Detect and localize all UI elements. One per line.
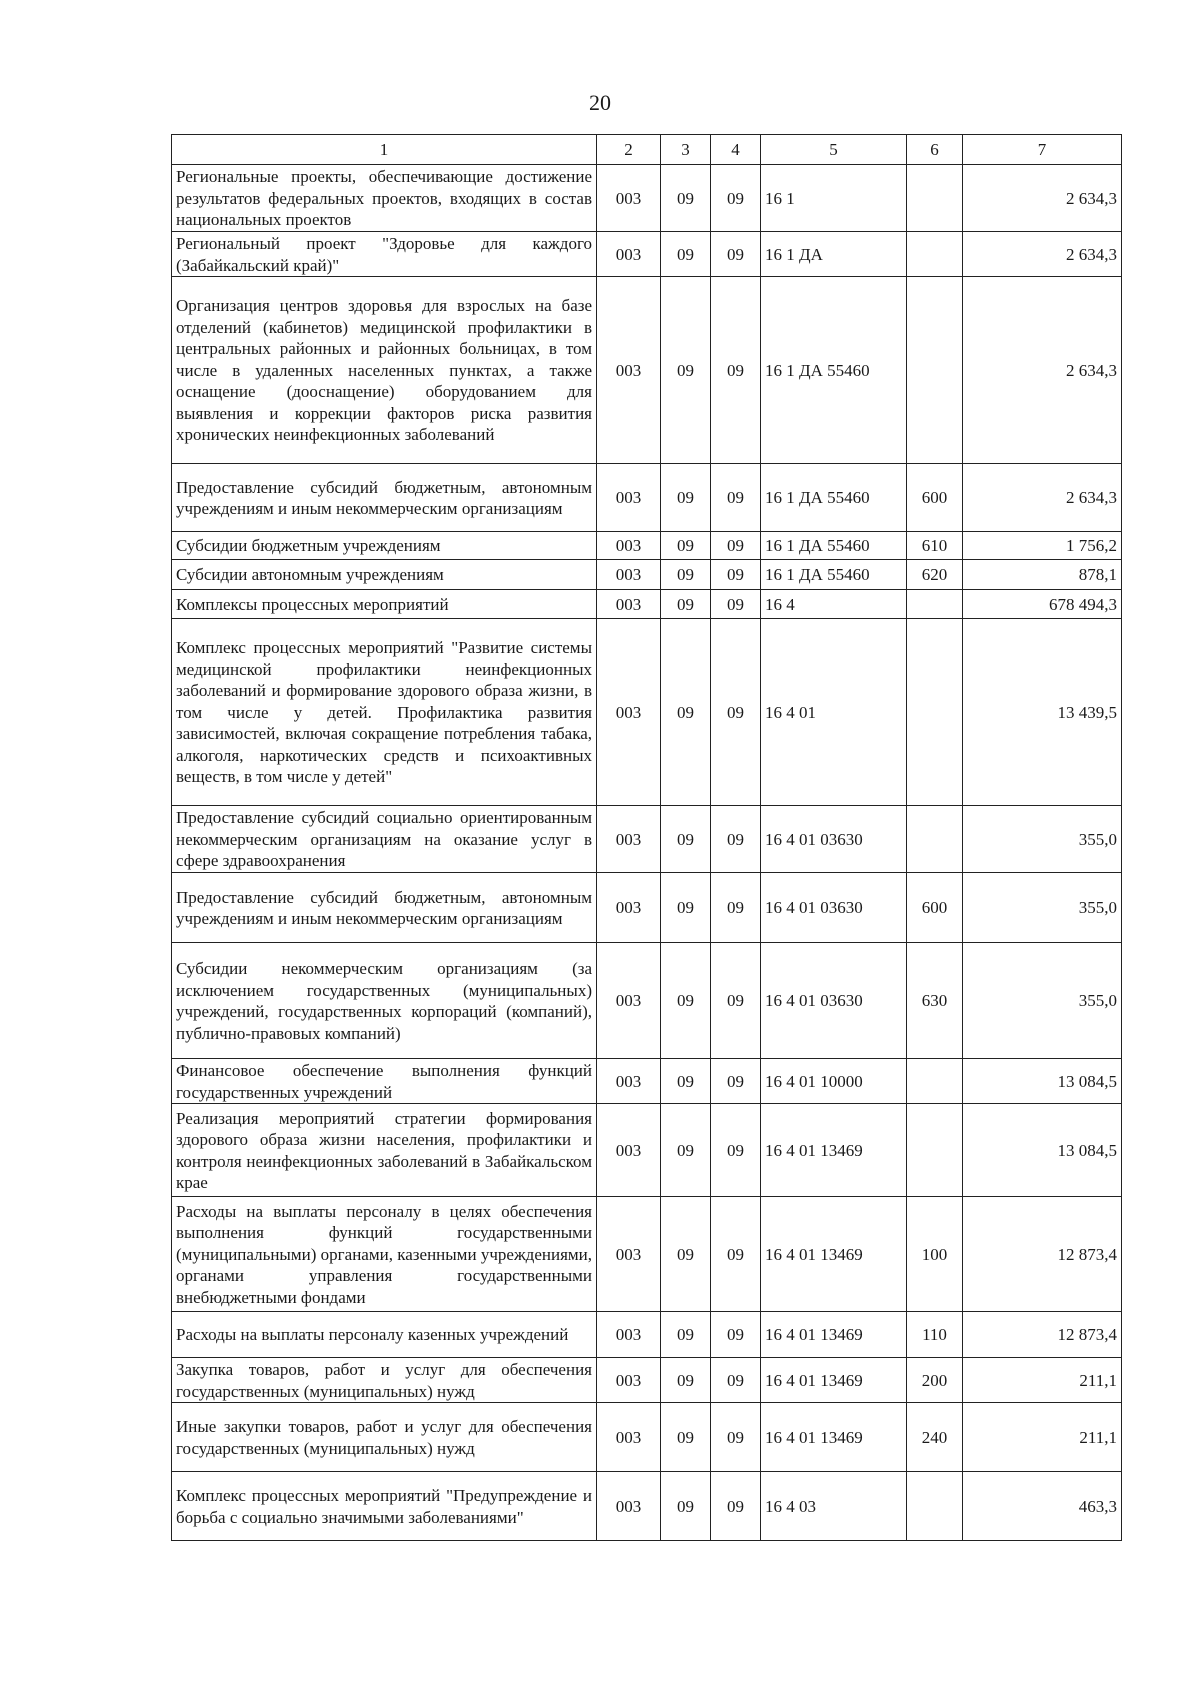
row-expense-type: 200	[907, 1358, 963, 1403]
row-ministry-code: 003	[597, 943, 661, 1059]
row-section: 09	[661, 873, 711, 943]
table-row	[172, 232, 1122, 277]
row-ministry-code: 003	[597, 1197, 661, 1312]
row-amount: 211,1	[963, 1403, 1122, 1472]
header-cell: 7	[963, 135, 1122, 165]
row-amount: 1 756,2	[963, 532, 1122, 560]
row-section: 09	[661, 943, 711, 1059]
row-target-article: 16 1 ДА 55460	[761, 532, 907, 560]
row-amount: 463,3	[963, 1472, 1122, 1541]
row-expense-type: 630	[907, 943, 963, 1059]
table-row	[172, 560, 1122, 590]
row-name: Предоставление субсидий бюджетным, автономным учреждениям и иным некоммерческим организациям	[172, 464, 597, 532]
row-target-article: 16 1 ДА	[761, 232, 907, 277]
row-target-article: 16 4 01 13469	[761, 1197, 907, 1312]
row-name: Предоставление субсидий бюджетным, автономным учреждениям и иным некоммерческим организациям	[172, 873, 597, 943]
row-ministry-code: 003	[597, 165, 661, 232]
row-expense-type: 240	[907, 1403, 963, 1472]
row-expense-type	[907, 1059, 963, 1104]
row-section: 09	[661, 1312, 711, 1358]
table-row	[172, 1472, 1122, 1541]
row-name: Комплекс процессных мероприятий "Предупреждение и борьба с социально значимыми заболеваниями"	[172, 1472, 597, 1541]
row-amount: 12 873,4	[963, 1312, 1122, 1358]
row-section: 09	[661, 560, 711, 590]
row-name: Региональные проекты, обеспечивающие достижение результатов федеральных проектов, входящих в состав национальных проектов	[172, 165, 597, 232]
row-ministry-code: 003	[597, 1358, 661, 1403]
row-expense-type	[907, 590, 963, 619]
header-cell: 3	[661, 135, 711, 165]
row-section: 09	[661, 532, 711, 560]
budget-table	[171, 134, 1122, 1541]
row-target-article: 16 1 ДА 55460	[761, 277, 907, 464]
row-name: Субсидии некоммерческим организациям (за исключением государственных (муниципальных) учреждений, государственных корпораций (компаний), публично-правовых компаний)	[172, 943, 597, 1059]
row-target-article: 16 4 01 03630	[761, 806, 907, 873]
row-target-article: 16 4 01 13469	[761, 1312, 907, 1358]
row-amount: 355,0	[963, 806, 1122, 873]
row-name: Субсидии бюджетным учреждениям	[172, 532, 597, 560]
table-row	[172, 1312, 1122, 1358]
row-ministry-code: 003	[597, 1104, 661, 1197]
row-expense-type: 620	[907, 560, 963, 590]
header-cell: 6	[907, 135, 963, 165]
row-target-article: 16 1 ДА 55460	[761, 464, 907, 532]
row-section: 09	[661, 806, 711, 873]
row-section: 09	[661, 1197, 711, 1312]
row-name: Комплекс процессных мероприятий "Развитие системы медицинской профилактики неинфекционных заболеваний и формирование здорового образа жизни, в том числе у детей. Профилактика развития зависимостей, включая сокращение потребления табака, алкоголя, наркотических средств и психоактивных веществ, в том числе у детей"	[172, 619, 597, 806]
row-name: Расходы на выплаты персоналу в целях обеспечения выполнения функций государственными (муниципальными) органами, казенными учреждениями, органами управления государственными внебюджетными фондами	[172, 1197, 597, 1312]
row-amount: 12 873,4	[963, 1197, 1122, 1312]
row-ministry-code: 003	[597, 590, 661, 619]
row-amount: 211,1	[963, 1358, 1122, 1403]
row-amount: 13 084,5	[963, 1059, 1122, 1104]
row-expense-type: 600	[907, 873, 963, 943]
row-amount: 13 439,5	[963, 619, 1122, 806]
row-ministry-code: 003	[597, 532, 661, 560]
row-section: 09	[661, 619, 711, 806]
row-target-article: 16 4 01 03630	[761, 873, 907, 943]
row-expense-type	[907, 277, 963, 464]
row-subsection: 09	[711, 619, 761, 806]
row-ministry-code: 003	[597, 873, 661, 943]
row-expense-type	[907, 1104, 963, 1197]
row-name: Организация центров здоровья для взрослых на базе отделений (кабинетов) медицинской профилактики в центральных районных и районных больницах, в том числе в удаленных населенных пунктах, а также оснащение (дооснащение) оборудованием для выявления и коррекции факторов риска развития хронических неинфекционных заболеваний	[172, 277, 597, 464]
row-ministry-code: 003	[597, 619, 661, 806]
table-row	[172, 619, 1122, 806]
row-section: 09	[661, 1059, 711, 1104]
row-amount: 355,0	[963, 873, 1122, 943]
row-ministry-code: 003	[597, 1312, 661, 1358]
row-subsection: 09	[711, 1197, 761, 1312]
row-ministry-code: 003	[597, 560, 661, 590]
row-expense-type	[907, 1472, 963, 1541]
table-row	[172, 1403, 1122, 1472]
row-section: 09	[661, 277, 711, 464]
row-ministry-code: 003	[597, 232, 661, 277]
row-target-article: 16 1	[761, 165, 907, 232]
row-target-article: 16 4	[761, 590, 907, 619]
row-amount: 678 494,3	[963, 590, 1122, 619]
table-row	[172, 532, 1122, 560]
row-subsection: 09	[711, 590, 761, 619]
table-row	[172, 464, 1122, 532]
row-subsection: 09	[711, 873, 761, 943]
row-subsection: 09	[711, 806, 761, 873]
row-subsection: 09	[711, 1059, 761, 1104]
row-subsection: 09	[711, 532, 761, 560]
row-expense-type: 610	[907, 532, 963, 560]
table-row	[172, 806, 1122, 873]
row-name: Иные закупки товаров, работ и услуг для обеспечения государственных (муниципальных) нужд	[172, 1403, 597, 1472]
row-subsection: 09	[711, 1472, 761, 1541]
row-subsection: 09	[711, 277, 761, 464]
row-target-article: 16 1 ДА 55460	[761, 560, 907, 590]
row-ministry-code: 003	[597, 277, 661, 464]
table-row	[172, 873, 1122, 943]
table-row	[172, 1059, 1122, 1104]
table-row	[172, 590, 1122, 619]
row-section: 09	[661, 464, 711, 532]
row-amount: 13 084,5	[963, 1104, 1122, 1197]
header-cell: 5	[761, 135, 907, 165]
row-subsection: 09	[711, 560, 761, 590]
table-row	[172, 1197, 1122, 1312]
header-row	[172, 135, 1122, 165]
row-section: 09	[661, 1472, 711, 1541]
row-target-article: 16 4 01 13469	[761, 1104, 907, 1197]
row-name: Реализация мероприятий стратегии формирования здорового образа жизни населения, профилактики и контроля неинфекционных заболеваний в Забайкальском крае	[172, 1104, 597, 1197]
row-amount: 2 634,3	[963, 464, 1122, 532]
row-ministry-code: 003	[597, 1059, 661, 1104]
row-expense-type	[907, 619, 963, 806]
row-expense-type	[907, 806, 963, 873]
row-subsection: 09	[711, 165, 761, 232]
row-amount: 2 634,3	[963, 277, 1122, 464]
row-expense-type: 100	[907, 1197, 963, 1312]
row-ministry-code: 003	[597, 1403, 661, 1472]
row-amount: 355,0	[963, 943, 1122, 1059]
row-subsection: 09	[711, 1358, 761, 1403]
row-amount: 878,1	[963, 560, 1122, 590]
header-cell: 4	[711, 135, 761, 165]
row-ministry-code: 003	[597, 1472, 661, 1541]
row-section: 09	[661, 1358, 711, 1403]
row-name: Субсидии автономным учреждениям	[172, 560, 597, 590]
row-subsection: 09	[711, 1312, 761, 1358]
row-expense-type: 110	[907, 1312, 963, 1358]
table-row	[172, 943, 1122, 1059]
row-section: 09	[661, 165, 711, 232]
header-cell: 1	[172, 135, 597, 165]
table-row	[172, 1358, 1122, 1403]
row-expense-type	[907, 232, 963, 277]
row-target-article: 16 4 01 13469	[761, 1403, 907, 1472]
row-name: Предоставление субсидий социально ориентированным некоммерческим организациям на оказание услуг в сфере здравоохранения	[172, 806, 597, 873]
row-subsection: 09	[711, 232, 761, 277]
row-section: 09	[661, 1104, 711, 1197]
header-cell: 2	[597, 135, 661, 165]
row-target-article: 16 4 01	[761, 619, 907, 806]
row-ministry-code: 003	[597, 806, 661, 873]
row-target-article: 16 4 01 10000	[761, 1059, 907, 1104]
row-amount: 2 634,3	[963, 232, 1122, 277]
row-amount: 2 634,3	[963, 165, 1122, 232]
row-expense-type: 600	[907, 464, 963, 532]
table-row	[172, 277, 1122, 464]
row-subsection: 09	[711, 943, 761, 1059]
row-section: 09	[661, 1403, 711, 1472]
row-name: Расходы на выплаты персоналу казенных учреждений	[172, 1312, 597, 1358]
table-row	[172, 1104, 1122, 1197]
row-target-article: 16 4 01 13469	[761, 1358, 907, 1403]
row-subsection: 09	[711, 1403, 761, 1472]
page-number: 20	[589, 90, 611, 115]
row-name: Комплексы процессных мероприятий	[172, 590, 597, 619]
row-section: 09	[661, 590, 711, 619]
row-name: Закупка товаров, работ и услуг для обеспечения государственных (муниципальных) нужд	[172, 1358, 597, 1403]
row-target-article: 16 4 01 03630	[761, 943, 907, 1059]
row-ministry-code: 003	[597, 464, 661, 532]
row-name: Региональный проект "Здоровье для каждого (Забайкальский край)"	[172, 232, 597, 277]
row-subsection: 09	[711, 1104, 761, 1197]
row-name: Финансовое обеспечение выполнения функций государственных учреждений	[172, 1059, 597, 1104]
row-expense-type	[907, 165, 963, 232]
row-target-article: 16 4 03	[761, 1472, 907, 1541]
row-subsection: 09	[711, 464, 761, 532]
table-row	[172, 165, 1122, 232]
row-section: 09	[661, 232, 711, 277]
